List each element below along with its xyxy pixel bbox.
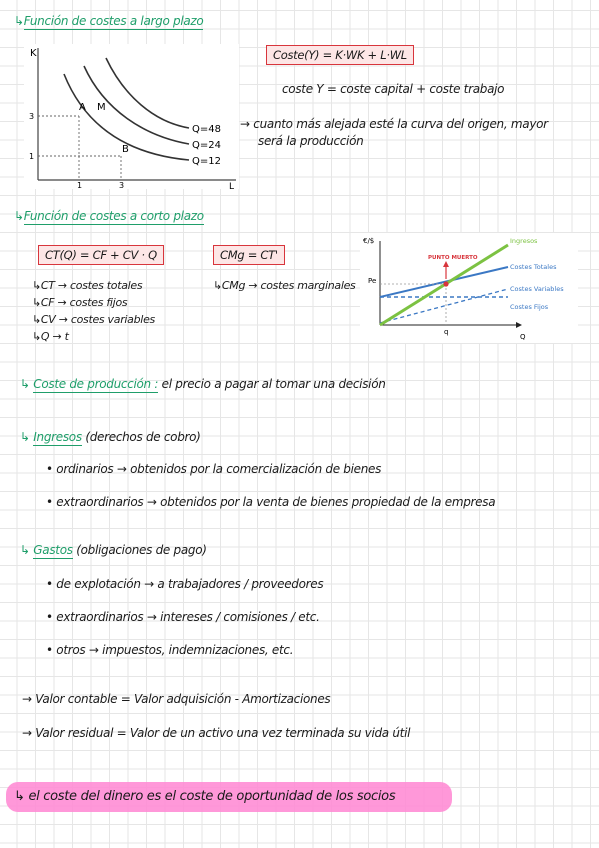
income-item-ordinary: • ordinarios → obtenidos por la comercialización de bienes xyxy=(46,462,382,476)
income-heading-line xyxy=(20,430,201,444)
short-run-def-ct: ↳CT → costes totales xyxy=(32,279,143,292)
legend-fixed-costs: Costes Fijos xyxy=(510,303,549,311)
chart-y-label: €/$ xyxy=(363,237,375,245)
income-item-extraordinary: • extraordinarios → obtenidos por la venta de bienes propiedad de la empresa xyxy=(46,495,496,509)
highlight-text-line xyxy=(14,789,395,804)
expenses-heading-line xyxy=(20,543,207,557)
production-cost-text: el precio a pagar al tomar una decisión xyxy=(161,377,386,391)
heading-long-run: ↳Función de costes a largo plazo xyxy=(14,14,204,28)
arrow-icon: ↳ xyxy=(20,430,34,444)
tick-y-lower: 1 xyxy=(29,152,35,161)
tick-x-left: 1 xyxy=(77,181,83,189)
arrow-icon: → xyxy=(22,726,36,740)
arrow-icon: → xyxy=(22,692,36,706)
arrow-icon: ↳ xyxy=(14,209,24,223)
curve-label-12: Q=12 xyxy=(192,156,221,167)
long-run-note-line1: → cuanto más alejada esté la curva del origen, mayor xyxy=(240,117,548,131)
chart-x-label: Q xyxy=(520,333,526,341)
arrow-icon: ↳ xyxy=(32,330,41,343)
chart-x-tick: q xyxy=(444,328,449,336)
break-even-chart xyxy=(360,233,578,343)
expenses-item-extraordinary: • extraordinarios → intereses / comisiones / etc. xyxy=(46,610,320,624)
definition-book-value: → Valor contable = Valor adquisición - Amortizaciones xyxy=(22,692,331,706)
isoquant-graph xyxy=(24,44,239,189)
arrow-icon: ↳ xyxy=(32,296,41,309)
graph-x-label: L xyxy=(229,182,235,189)
marginal-cost-formula-box: CMg = CT' xyxy=(213,245,285,265)
arrow-icon: ↳ xyxy=(14,14,24,28)
short-run-def-q: ↳Q → t xyxy=(32,330,69,343)
long-run-note-line2: será la producción xyxy=(258,134,364,148)
break-even-label: PUNTO MUERTO xyxy=(428,255,478,261)
break-even-point xyxy=(443,281,448,286)
arrow-icon: ↳ xyxy=(20,377,34,391)
expenses-heading: Gastos xyxy=(33,543,73,557)
highlight-text: el coste del dinero es el coste de oportunidad de los socios xyxy=(28,789,396,804)
graph-y-label: K xyxy=(30,48,37,59)
income-subtitle: (derechos de cobro) xyxy=(85,430,201,444)
legend-total-costs: Costes Totales xyxy=(510,263,557,271)
tick-x-right: 3 xyxy=(119,181,125,189)
arrow-icon: ↳ xyxy=(32,313,41,326)
production-cost-term: Coste de producción : xyxy=(33,377,159,391)
point-m: M xyxy=(97,102,106,113)
expenses-item-operating: • de explotación → a trabajadores / proveedores xyxy=(46,577,324,591)
expenses-item-other: • otros → impuestos, indemnizaciones, etc. xyxy=(46,643,294,657)
total-cost-formula-box: CT(Q) = CF + CV · Q xyxy=(38,245,164,265)
expenses-subtitle: (obligaciones de pago) xyxy=(76,543,207,557)
arrow-icon: ↳ xyxy=(213,279,222,292)
definition-residual-value: → Valor residual = Valor de un activo una vez terminada su vida útil xyxy=(22,726,411,740)
chart-y-tick: Pe xyxy=(368,277,377,285)
tick-y-upper: 3 xyxy=(29,112,35,121)
short-run-def-cv: ↳CV → costes variables xyxy=(32,313,155,326)
long-run-formula-box: Coste(Y) = K·WK + L·WL xyxy=(266,45,414,65)
arrow-icon: ↳ xyxy=(14,789,29,804)
curve-label-24: Q=24 xyxy=(192,140,221,151)
legend-revenue: Ingresos xyxy=(510,237,538,245)
heading-short-run: ↳Función de costes a corto plazo xyxy=(14,209,204,223)
short-run-def-cmg: ↳CMg → costes marginales xyxy=(213,279,356,292)
point-a: A xyxy=(79,102,86,113)
point-b: B xyxy=(122,144,129,155)
income-heading: Ingresos xyxy=(33,430,82,444)
curve-label-48: Q=48 xyxy=(192,124,221,135)
arrow-icon: → xyxy=(240,117,254,131)
arrow-icon: ↳ xyxy=(20,543,34,557)
short-run-def-cf: ↳CF → costes fijos xyxy=(32,296,128,309)
legend-variable-costs: Costes Variables xyxy=(510,285,564,293)
production-cost-line xyxy=(20,377,386,391)
arrow-icon: ↳ xyxy=(32,279,41,292)
long-run-formula-desc: coste Y = coste capital + coste trabajo xyxy=(282,82,505,96)
